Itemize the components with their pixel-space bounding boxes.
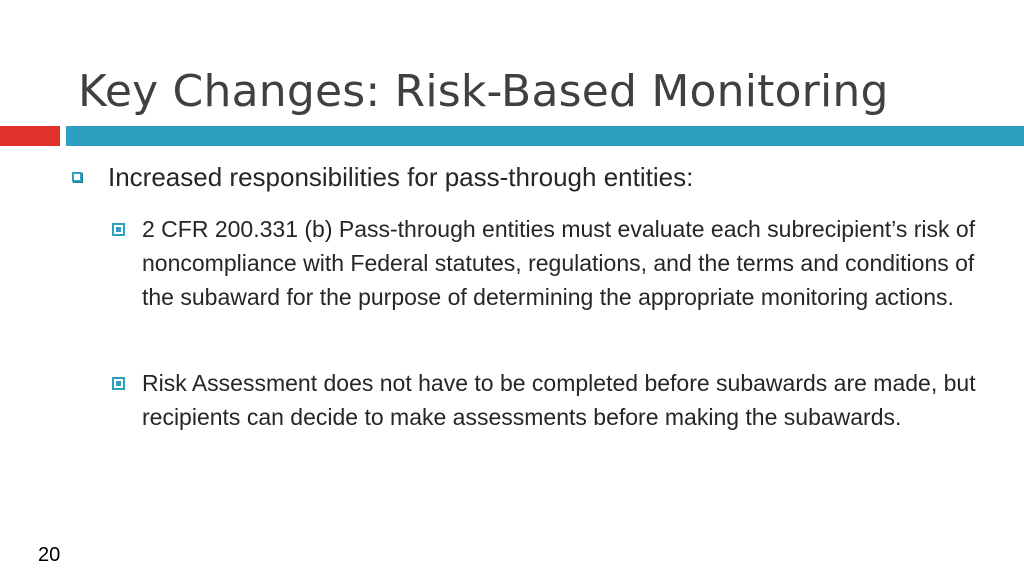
accent-bar-red xyxy=(0,126,60,146)
checkbox-bullet-icon xyxy=(72,172,82,182)
page-number: 20 xyxy=(38,544,61,566)
square-bullet-icon xyxy=(112,377,125,390)
accent-bar-teal xyxy=(66,126,1024,146)
bullet-level1: Increased responsibilities for pass-through entities: xyxy=(108,162,694,192)
slide-title: Key Changes: Risk-Based Monitoring xyxy=(78,66,889,117)
bullet-level2-item: Risk Assessment does not have to be completed before subawards are made, but recipients can decide to make assessments before making the subawards. xyxy=(142,370,976,430)
square-bullet-icon xyxy=(112,223,125,236)
bullet-level2-item: 2 CFR 200.331 (b) Pass-through entities must evaluate each subrecipient’s risk of noncompliance with Federal statutes, regulations, and the terms and conditions of the subaward for the purpose of determining the appropriate monitoring actions. xyxy=(142,216,976,310)
